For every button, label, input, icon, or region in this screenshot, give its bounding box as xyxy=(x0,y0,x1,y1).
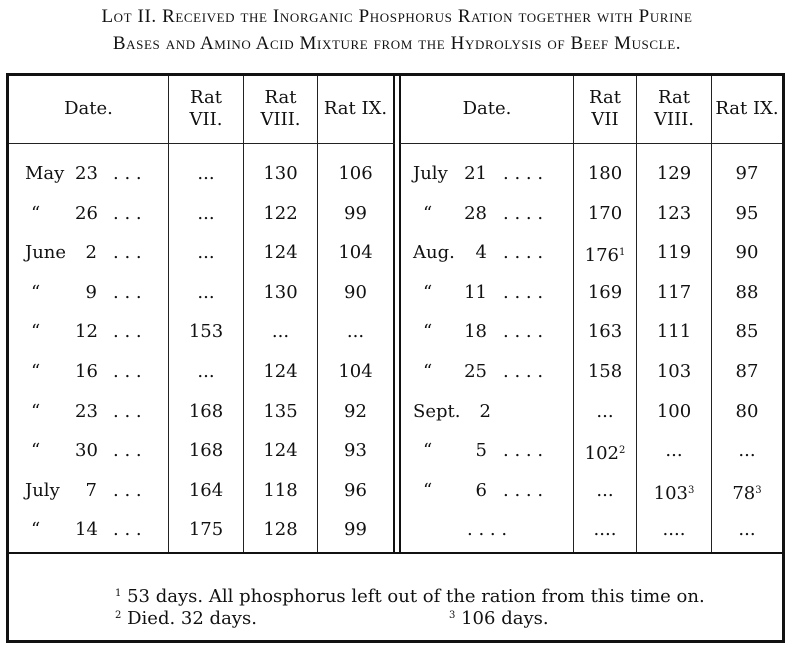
header-rat9-right: Rat IX. xyxy=(715,98,779,119)
header-rule-right xyxy=(400,143,782,144)
right-row-rat8 xyxy=(637,402,711,422)
header-rat8-left-b: VIII. xyxy=(260,109,301,130)
right-row-month: July xyxy=(413,163,448,184)
double-divider-a xyxy=(393,76,395,552)
right-row-rat7-value: 169 xyxy=(587,281,623,303)
left-row-rat9 xyxy=(318,283,393,303)
left-row-rat8 xyxy=(244,204,317,224)
left-row-rat9-value: 104 xyxy=(338,361,373,382)
right-row-day: 11 xyxy=(464,281,487,303)
right-row-rat7-footnote-mark: 1 xyxy=(618,247,626,259)
right-row-rat9-value: 78 xyxy=(732,482,756,504)
footnote-rule xyxy=(9,552,782,554)
right-row-rat8-value: 111 xyxy=(656,321,692,343)
left-row-rat9 xyxy=(318,362,393,382)
left-row-rat9-value: 99 xyxy=(344,202,367,224)
left-row-rat8 xyxy=(244,481,317,501)
right-row-rat9 xyxy=(712,441,782,461)
right-row-rat7-value: 180 xyxy=(587,163,623,184)
left-row-rat8 xyxy=(244,322,317,342)
left-row-leader-dots: . . . xyxy=(113,242,142,264)
footnote-3-mark: 3 xyxy=(449,610,456,621)
left-row-month: “ xyxy=(31,519,41,541)
right-row-rat9-value: 85 xyxy=(735,321,759,343)
left-row-rat7 xyxy=(169,204,243,224)
header-rat7-right-a: Rat xyxy=(589,87,621,108)
footnote-2-text: Died. 32 days. xyxy=(127,608,257,629)
right-row-day: 4 xyxy=(475,242,487,264)
right-row-leader-dots: . . . . xyxy=(467,519,508,541)
right-row-rat7 xyxy=(574,481,636,501)
left-row-day: 2 xyxy=(85,242,97,264)
right-row-rat7-value: 176 xyxy=(584,245,619,267)
right-row-rat7 xyxy=(574,322,636,342)
left-row-rat8-value: 118 xyxy=(263,479,298,501)
left-row-leader-dots: . . . xyxy=(113,440,142,462)
data-table xyxy=(6,73,785,643)
left-row-rat8-value: 128 xyxy=(263,519,298,541)
left-row-rat7-value: ... xyxy=(197,163,215,184)
right-row-rat9-value: 90 xyxy=(735,242,759,264)
right-row-leader-dots: . . . . xyxy=(503,242,544,264)
double-divider-b xyxy=(399,76,401,552)
left-row-rat9-value: 99 xyxy=(344,519,367,541)
left-row-leader-dots: . . . xyxy=(113,321,142,343)
left-row-rat9-value: 104 xyxy=(338,242,373,264)
right-row-rat7 xyxy=(574,164,636,184)
left-row-leader-dots: . . . xyxy=(113,163,142,184)
left-row-month: “ xyxy=(31,321,41,343)
right-row-rat7 xyxy=(574,441,636,464)
right-row-day: 6 xyxy=(475,479,487,501)
left-row-rat9 xyxy=(318,402,393,422)
right-row-rat9 xyxy=(712,362,782,382)
left-row-rat7-value: ... xyxy=(197,202,215,224)
right-row-month: “ xyxy=(423,440,433,462)
right-row-rat7 xyxy=(574,243,636,266)
right-row-month: “ xyxy=(423,361,433,382)
right-row-rat9-value: ... xyxy=(738,440,756,462)
left-row-rat7-value: 168 xyxy=(188,440,224,462)
right-row-rat9-value: 88 xyxy=(735,281,759,303)
left-row-rat7-value: 175 xyxy=(188,519,224,541)
right-row-leader-dots: . . . . xyxy=(503,281,544,303)
left-row-rat7 xyxy=(169,164,243,184)
left-row-rat7 xyxy=(169,243,243,263)
left-row-rat9 xyxy=(318,204,393,224)
right-row-rat9 xyxy=(712,164,782,184)
left-row-rat9-value: 93 xyxy=(344,440,367,462)
header-rat8-left-a: Rat xyxy=(264,87,297,108)
left-row-rat7-value: 168 xyxy=(188,400,224,422)
left-row-rat9 xyxy=(318,164,393,184)
left-row-day: 7 xyxy=(85,479,97,501)
right-row-rat9 xyxy=(712,402,782,422)
left-row-month: “ xyxy=(31,202,41,224)
left-row-rat8-value: 130 xyxy=(263,163,298,184)
right-row-rat8-value: 100 xyxy=(656,400,692,422)
left-row-rat8 xyxy=(244,402,317,422)
left-row-rat8-value: 124 xyxy=(263,361,298,382)
right-row-rat9-value: 95 xyxy=(735,202,759,224)
left-row-rat7-value: 164 xyxy=(188,479,224,501)
left-row-month: May xyxy=(25,163,65,184)
right-row-rat9-value: 97 xyxy=(735,163,759,184)
left-row-day: 26 xyxy=(75,202,98,224)
right-row-rat8-value: ... xyxy=(665,440,683,462)
left-row-leader-dots: . . . xyxy=(113,361,142,382)
right-row-rat8 xyxy=(637,362,711,382)
header-rat8-right-b: VIII. xyxy=(653,109,695,130)
left-row-day: 9 xyxy=(85,281,97,303)
left-row-month: “ xyxy=(31,440,41,462)
left-row-rat7 xyxy=(169,481,243,501)
right-row-rat9-footnote-mark: 3 xyxy=(755,484,762,496)
right-row-day: 28 xyxy=(464,202,487,224)
left-row-day: 23 xyxy=(75,163,98,184)
left-row-rat7-value: ... xyxy=(197,242,215,264)
left-row-rat8-value: ... xyxy=(271,321,290,343)
left-row-rat8-value: 130 xyxy=(263,281,298,303)
table-title-line-2: Bases and Amino Acid Mixture from the Hydrolysis of Beef Muscle. xyxy=(112,33,682,54)
right-row-rat8 xyxy=(637,164,711,184)
left-row-month: July xyxy=(25,479,60,501)
left-row-rat9-value: ... xyxy=(346,321,365,343)
left-row-rat7 xyxy=(169,283,243,303)
right-row-rat8 xyxy=(637,322,711,342)
left-row-leader-dots: . . . xyxy=(113,202,142,224)
right-row-rat7 xyxy=(574,402,636,422)
left-row-rat7 xyxy=(169,322,243,342)
right-row-rat9 xyxy=(712,481,782,504)
footnote-3-text: 106 days. xyxy=(461,608,549,629)
footnote-1-mark: 1 xyxy=(115,588,122,599)
right-row-rat7 xyxy=(574,520,636,540)
right-row-rat7 xyxy=(574,362,636,382)
right-row-rat8 xyxy=(637,481,711,504)
table-title-line-1: Lot II. Received the Inorganic Phosphorus Ration together with Purine xyxy=(101,6,693,27)
right-row-rat9 xyxy=(712,520,782,540)
left-row-rat7 xyxy=(169,362,243,382)
right-row-rat8 xyxy=(637,243,711,263)
left-row-rat8 xyxy=(244,520,317,540)
left-row-day: 30 xyxy=(75,440,98,462)
left-row-day: 14 xyxy=(75,519,98,541)
left-row-rat8-value: 124 xyxy=(263,440,298,462)
right-row-rat7 xyxy=(574,204,636,224)
right-row-day: 21 xyxy=(464,163,487,184)
right-row-rat7-value: ... xyxy=(596,400,614,422)
right-row-leader-dots: . . . . xyxy=(503,479,544,501)
right-row-rat7-value: ... xyxy=(596,479,614,501)
right-row-rat8-value: 103 xyxy=(656,361,692,382)
right-row-rat8-value: .... xyxy=(662,519,686,541)
right-row-rat8-value: 123 xyxy=(656,202,692,224)
right-row-rat7-value: .... xyxy=(593,519,617,541)
left-row-month: June xyxy=(25,242,67,264)
right-row-rat8 xyxy=(637,283,711,303)
left-row-rat8 xyxy=(244,441,317,461)
right-row-day: 18 xyxy=(464,321,487,343)
right-row-rat8-value: 103 xyxy=(653,482,688,504)
left-row-rat7-value: ... xyxy=(197,361,215,382)
right-row-rat7-value: 102 xyxy=(584,443,619,465)
right-row-day: 25 xyxy=(464,361,487,382)
left-row-rat7 xyxy=(169,402,243,422)
right-row-rat8-value: 117 xyxy=(656,281,692,303)
footnote-2 xyxy=(115,606,257,629)
right-row-rat7 xyxy=(574,283,636,303)
header-date-right: Date. xyxy=(462,98,512,119)
right-row-month: “ xyxy=(423,321,433,343)
left-row-rat8-value: 135 xyxy=(263,400,298,422)
left-row-rat7-value: 153 xyxy=(188,321,224,343)
right-row-rat9-value: 87 xyxy=(735,361,759,382)
right-row-rat9 xyxy=(712,283,782,303)
left-row-rat9 xyxy=(318,243,393,263)
left-row-leader-dots: . . . xyxy=(113,281,142,303)
right-row-month: Aug. xyxy=(413,242,455,264)
left-row-day: 16 xyxy=(75,361,98,382)
left-row-rat9 xyxy=(318,520,393,540)
left-row-rat8 xyxy=(244,362,317,382)
header-rule-left xyxy=(9,143,395,144)
left-row-rat8-value: 122 xyxy=(263,202,298,224)
right-row-rat7-value: 158 xyxy=(587,361,623,382)
left-row-rat7 xyxy=(169,520,243,540)
right-row-rat9 xyxy=(712,243,782,263)
left-row-rat9 xyxy=(318,441,393,461)
header-rat7-left-b: VII. xyxy=(189,109,223,130)
right-row-rat8-footnote-mark: 3 xyxy=(687,484,695,496)
header-rat7-left-a: Rat xyxy=(190,87,222,108)
left-row-rat8 xyxy=(244,164,317,184)
left-row-rat8-value: 124 xyxy=(263,242,298,264)
left-row-rat8 xyxy=(244,243,317,263)
left-row-leader-dots: . . . xyxy=(113,519,142,541)
right-row-day: 2 xyxy=(479,400,491,422)
right-row-month: “ xyxy=(423,281,433,303)
footnote-3 xyxy=(449,606,549,629)
left-row-rat9-value: 90 xyxy=(344,281,367,303)
right-row-month: “ xyxy=(423,202,433,224)
left-row-rat9 xyxy=(318,481,393,501)
left-row-rat9 xyxy=(318,322,393,342)
footnote-1 xyxy=(115,584,705,607)
right-row-month: “ xyxy=(423,479,433,501)
right-row-day: 5 xyxy=(475,440,487,462)
left-row-day: 23 xyxy=(75,400,98,422)
left-row-month: “ xyxy=(31,361,41,382)
left-row-rat9-value: 92 xyxy=(344,400,367,422)
right-row-leader-dots: . . . . xyxy=(503,202,544,224)
left-row-rat9-value: 106 xyxy=(338,163,373,184)
right-row-leader-dots: . . . . xyxy=(503,163,544,184)
right-row-rat8-value: 119 xyxy=(656,242,692,264)
right-row-leader-dots: . . . . xyxy=(503,321,544,343)
left-row-day: 12 xyxy=(75,321,98,343)
right-row-rat8 xyxy=(637,441,711,461)
right-row-rat9-value: 80 xyxy=(735,400,759,422)
right-row-rat8 xyxy=(637,520,711,540)
left-row-leader-dots: . . . xyxy=(113,479,142,501)
footnote-2-mark: 2 xyxy=(115,610,122,621)
left-row-rat7 xyxy=(169,441,243,461)
right-row-leader-dots: . . . . xyxy=(503,440,544,462)
right-row-rat8-value: 129 xyxy=(656,163,692,184)
right-row-rat9-value: ... xyxy=(738,519,756,541)
right-row-rat7-value: 163 xyxy=(587,321,623,343)
right-row-month: Sept. xyxy=(413,400,461,422)
right-row-rat9 xyxy=(712,322,782,342)
footnote-1-text: 53 days. All phosphorus left out of the ration from this time on. xyxy=(127,586,705,607)
header-date-left: Date. xyxy=(64,98,113,119)
left-row-month: “ xyxy=(31,400,41,422)
right-row-rat8 xyxy=(637,204,711,224)
left-row-month: “ xyxy=(31,281,41,303)
header-rat7-right-b: VII xyxy=(591,109,619,130)
right-row-rat9 xyxy=(712,204,782,224)
left-row-rat8 xyxy=(244,283,317,303)
left-row-leader-dots: . . . xyxy=(113,400,142,422)
header-rat8-right-a: Rat xyxy=(658,87,690,108)
right-row-rat7-footnote-mark: 2 xyxy=(618,445,626,457)
right-row-rat7-value: 170 xyxy=(587,202,623,224)
left-row-rat9-value: 96 xyxy=(344,479,367,501)
right-row-leader-dots: . . . . xyxy=(503,361,544,382)
header-rat9-left: Rat IX. xyxy=(323,98,388,119)
left-row-rat7-value: ... xyxy=(197,281,215,303)
